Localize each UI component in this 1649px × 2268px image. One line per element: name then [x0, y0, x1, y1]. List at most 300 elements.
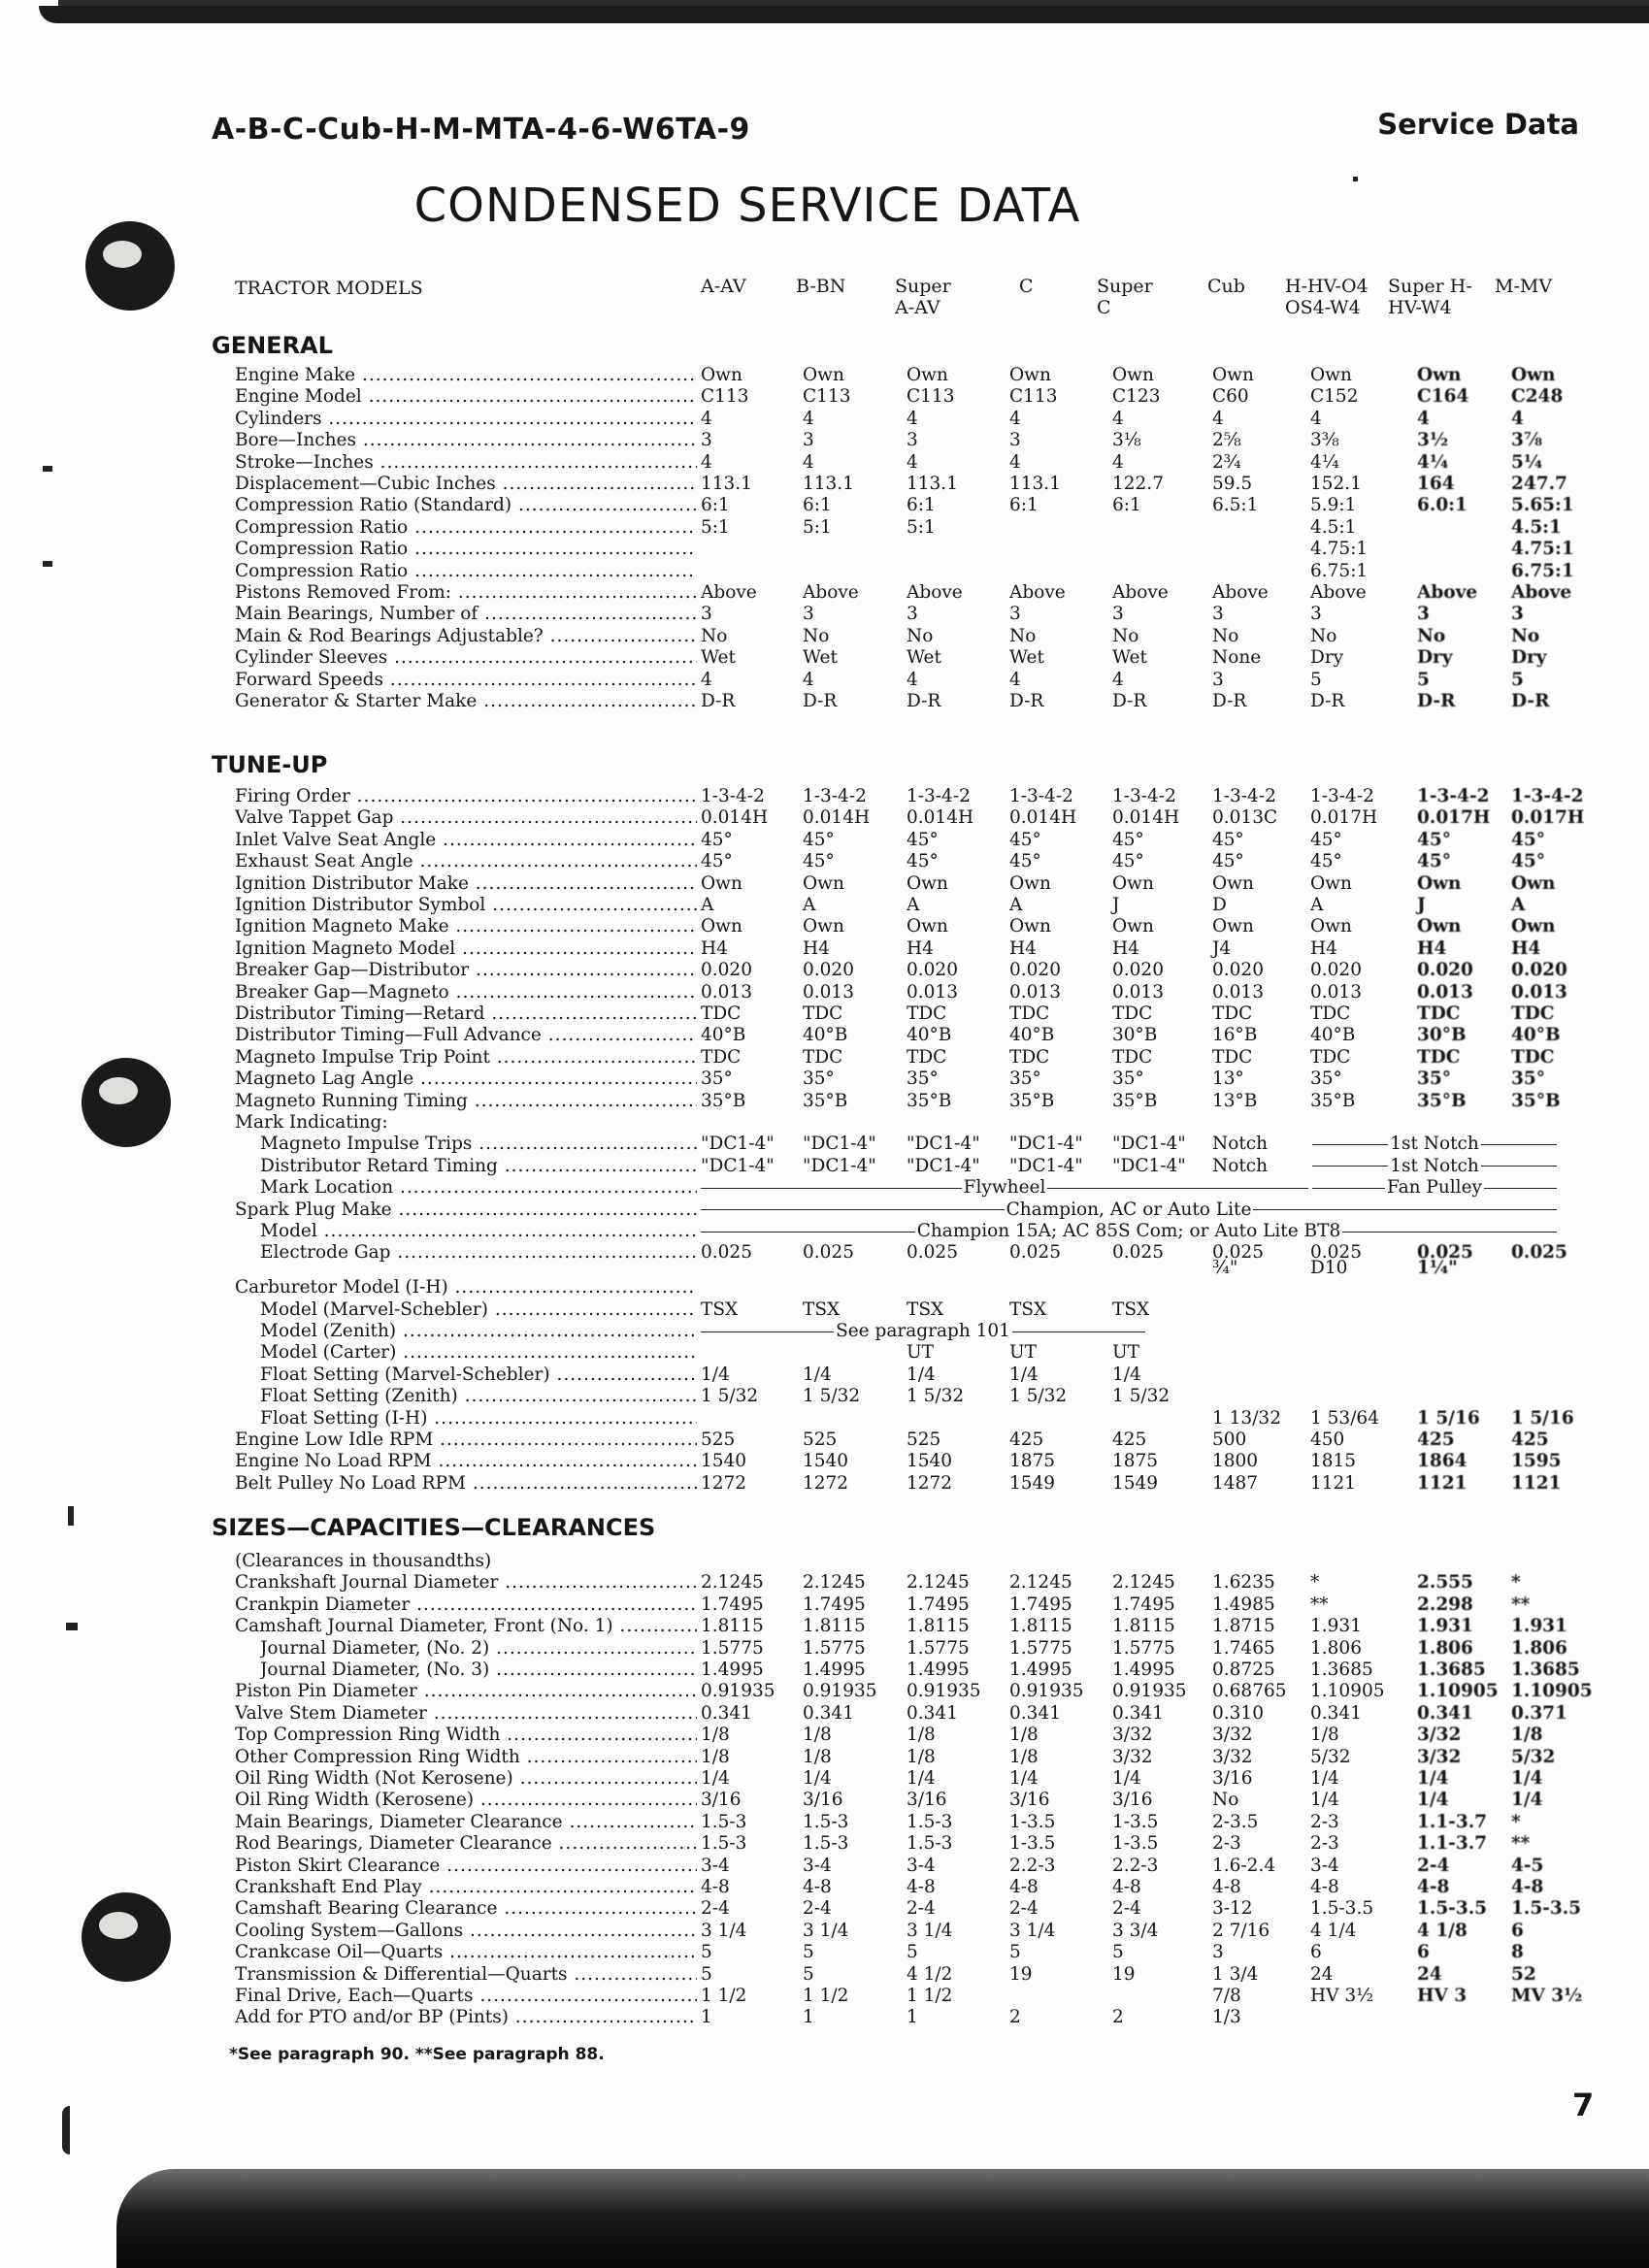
row-value: Own [1009, 872, 1051, 894]
row-value: C113 [803, 386, 851, 408]
row-value: 1.8715 [1212, 1616, 1275, 1637]
row-label: Engine Model ..... [235, 386, 697, 408]
row-value: 1/4 [1511, 1790, 1543, 1811]
row-value: Above [803, 582, 859, 603]
table-row [0, 1156, 1649, 1177]
row-label: Final Drive, Each—Quarts ..... [235, 1986, 697, 2007]
row-value: 35° [1310, 1068, 1342, 1090]
row-label: Engine Low Idle RPM ..... [235, 1430, 697, 1451]
column-header [701, 276, 808, 297]
row-value: 4 [803, 669, 814, 690]
row-value: Own [803, 916, 844, 937]
row-value: 1/4 [1009, 1364, 1039, 1385]
table-row [0, 851, 1649, 872]
row-label: Model (Marvel-Schebler) ..... [260, 1299, 697, 1321]
row-value: No [803, 625, 830, 646]
row-value: 6.75:1 [1511, 560, 1574, 581]
row-value: 5 [803, 1942, 814, 1963]
row-value: 164 [1417, 474, 1455, 494]
row-label: Journal Diameter, (No. 2) ..... [260, 1638, 697, 1660]
row-value: 0.013 [1009, 981, 1061, 1003]
row-value: 2-4 [1009, 1898, 1039, 1920]
row-value: 2.1245 [803, 1572, 866, 1594]
row-value: 1.10905 [1417, 1681, 1499, 1702]
row-value: Own [1212, 916, 1254, 937]
row-value: 1-3-4-2 [1009, 786, 1073, 806]
row-value: 40°B [1511, 1025, 1561, 1046]
table-row [0, 1768, 1649, 1790]
row-value: 1-3-4-2 [1511, 786, 1584, 806]
column-header-top: Super [895, 276, 951, 297]
row-value: 0.025 [1009, 1242, 1061, 1264]
rule-line [1047, 1188, 1308, 1189]
row-label: Piston Pin Diameter ..... [235, 1681, 697, 1702]
row-value: 1/8 [701, 1746, 730, 1767]
row-value: 1 5/32 [1112, 1386, 1171, 1407]
row-value: 6:1 [907, 495, 936, 516]
row-value: 45° [1212, 829, 1244, 850]
table-row [0, 1025, 1649, 1046]
row-value: 5 [701, 1963, 712, 1985]
rule-line [701, 1188, 962, 1189]
row-value: 2.2-3 [1112, 1855, 1159, 1876]
row-value: TDC [1009, 1046, 1050, 1068]
row-value: 4 [1511, 408, 1524, 429]
row-label: Compression Ratio (Standard) ..... [235, 495, 697, 516]
row-value: 1.10905 [1310, 1681, 1385, 1702]
page-title: CONDENSED SERVICE DATA [413, 179, 1081, 233]
row-value: TSX [803, 1298, 841, 1320]
table-row [0, 582, 1649, 604]
row-value: HV 3½ [1310, 1986, 1374, 2006]
row-value: 1.5775 [803, 1637, 866, 1659]
row-value: 3/32 [1417, 1746, 1462, 1767]
row-value: 2.1245 [701, 1572, 764, 1594]
row-value: 1/8 [907, 1746, 936, 1767]
row-value: 0.020 [907, 960, 958, 981]
row-value: 4 1/8 [1417, 1920, 1468, 1941]
row-value: None [1212, 647, 1262, 669]
row-label: Cooling System—Gallons ..... [235, 1921, 697, 1942]
row-value: 0.025 [1212, 1242, 1264, 1264]
table-row [0, 1430, 1649, 1451]
row-value: 6:1 [803, 495, 832, 516]
table-row [0, 1299, 1649, 1321]
row-value: 0.020 [1511, 960, 1567, 981]
spanning-value-text: Champion, AC or Auto Lite [1006, 1199, 1252, 1220]
row-value: 0.020 [803, 960, 854, 981]
row-value: 6:1 [1112, 495, 1141, 516]
row-value: 2 [1112, 2007, 1124, 2028]
row-value: HV 3 [1417, 1986, 1468, 2006]
row-value: 3 [1212, 604, 1224, 625]
row-value: 3⅜ [1310, 430, 1339, 451]
table-row [0, 1473, 1649, 1495]
row-value: 1.3685 [1511, 1660, 1580, 1680]
row-value: 425 [1112, 1430, 1147, 1451]
footnote: *See paragraph 90. **See paragraph 88. [229, 2045, 605, 2064]
column-header-model: OS4-W4 [1285, 297, 1361, 318]
section-sizes: SIZES—CAPACITIES—CLEARANCES [212, 1514, 656, 1541]
row-value: 1-3-4-2 [1112, 786, 1176, 806]
row-value: TDC [1009, 1003, 1050, 1024]
row-value: 0.020 [1417, 960, 1473, 981]
row-value: 1 3/4 [1212, 1963, 1259, 1985]
row-value: 45° [701, 829, 733, 850]
row-value: 113.1 [701, 474, 752, 494]
row-label: Main & Rod Bearings Adjustable? ..... [235, 626, 697, 647]
row-value: 1/3 [1212, 2007, 1241, 2028]
row-value: 3 1/4 [701, 1920, 747, 1941]
row-value: 0.91935 [803, 1681, 877, 1702]
table-row [0, 474, 1649, 495]
row-label: Engine No Load RPM ..... [235, 1451, 697, 1472]
row-value: 4 [803, 451, 814, 473]
row-label: Cylinder Sleeves ..... [235, 647, 697, 669]
row-value: 4 [1112, 408, 1124, 429]
row-value: 1/8 [1009, 1746, 1039, 1767]
row-value: 2.1245 [907, 1572, 970, 1594]
row-value: Own [1112, 872, 1154, 894]
row-value: Own [701, 365, 742, 385]
row-value: TDC [1417, 1003, 1461, 1024]
row-label: Magneto Impulse Trips ..... [260, 1134, 697, 1155]
row-value: 35° [1009, 1068, 1041, 1090]
row-value: 4 [1009, 669, 1021, 690]
row-value: 52 [1511, 1963, 1536, 1985]
row-value: 247.7 [1511, 474, 1567, 494]
row-value: 4-5 [1511, 1855, 1544, 1876]
row-value: 45° [907, 829, 939, 850]
row-value: 2⅝ [1212, 430, 1241, 451]
rule-line [1342, 1232, 1557, 1233]
table-row [0, 807, 1649, 829]
row-value: ** [1511, 1594, 1531, 1615]
row-value: 45° [1009, 829, 1041, 850]
row-value: D-R [1212, 691, 1247, 711]
row-value: 1.7495 [907, 1594, 970, 1615]
row-value: TDC [803, 1003, 843, 1024]
row-value: TDC [1212, 1046, 1253, 1068]
row-value: 0.025 [1417, 1242, 1473, 1264]
table-row [0, 1277, 1649, 1298]
row-value: 2 [1009, 2007, 1021, 2028]
table-row [0, 1091, 1649, 1112]
row-value: D [1212, 895, 1227, 915]
row-value: A [701, 895, 714, 915]
row-value: A [1310, 895, 1324, 915]
row-value: 4 1/2 [907, 1963, 953, 1985]
row-value: 1/8 [701, 1725, 730, 1746]
row-value: 0.013 [1417, 981, 1473, 1003]
row-value: 0.341 [907, 1702, 958, 1724]
table-row [0, 1681, 1649, 1702]
row-value: 0.341 [1112, 1702, 1164, 1724]
row-value: MV 3½ [1511, 1986, 1583, 2006]
row-value: 5:1 [803, 516, 832, 538]
row-label: Belt Pulley No Load RPM ..... [235, 1473, 697, 1495]
row-value: Above [1310, 582, 1367, 603]
table-row [0, 670, 1649, 691]
row-value: C60 [1212, 386, 1249, 408]
row-value: 3 [1212, 1942, 1224, 1963]
row-value: 1 1/2 [907, 1986, 953, 2006]
table-row [0, 495, 1649, 516]
row-label: Magneto Running Timing ..... [235, 1091, 697, 1112]
row-value: Own [1511, 916, 1556, 937]
table-row [0, 895, 1649, 916]
rule-line [1481, 1166, 1557, 1167]
row-value: 1 5/32 [803, 1386, 861, 1407]
row-label: Mark Location ..... [260, 1177, 697, 1199]
row-value: 5:1 [907, 516, 936, 538]
row-value: Own [803, 365, 844, 385]
row-value: 5 [1112, 1942, 1124, 1963]
table-row [0, 365, 1649, 386]
row-value: 1/4 [1417, 1790, 1449, 1811]
row-value: 5 [1511, 669, 1524, 690]
row-label: Carburetor Model (I-H) ..... [235, 1277, 697, 1298]
rule-line [1312, 1166, 1388, 1167]
row-value: D-R [1009, 691, 1044, 711]
rule-line [701, 1232, 915, 1233]
table-row [0, 647, 1649, 669]
row-value: 0.017H [1310, 807, 1378, 829]
row-value: 2-3 [1310, 1811, 1339, 1832]
row-value: 5/32 [1511, 1746, 1556, 1767]
column-header [796, 276, 903, 297]
row-label: Spark Plug Make ..... [235, 1200, 697, 1221]
row-value: Own [701, 916, 742, 937]
row-value: 45° [1511, 851, 1545, 872]
row-value: 35°B [907, 1090, 952, 1111]
row-value: 3 [1009, 430, 1021, 451]
column-header [1388, 276, 1495, 318]
row-value: 1-3.5 [1112, 1833, 1159, 1855]
row-value: * [1310, 1572, 1320, 1594]
column-header-model: M-MV [1495, 276, 1553, 297]
row-value: 1-3-4-2 [1310, 786, 1374, 806]
spanning-value [701, 1177, 1308, 1199]
row-value: 6 [1417, 1942, 1430, 1963]
row-value: D-R [907, 691, 941, 711]
row-label: Distributor Timing—Retard ..... [235, 1003, 697, 1025]
row-value: 24 [1417, 1963, 1442, 1985]
row-value: 1121 [1417, 1472, 1468, 1494]
row-label: Model (Carter) ..... [260, 1342, 697, 1364]
column-header [1285, 276, 1392, 318]
row-value: 1-3-4-2 [803, 786, 867, 806]
row-value: 0.013 [1112, 981, 1164, 1003]
rule-line [701, 1331, 834, 1332]
column-header [895, 276, 1002, 318]
row-value: TSX [701, 1298, 739, 1320]
row-value: TDC [1112, 1003, 1153, 1024]
row-value: 45° [907, 851, 939, 872]
row-value: TDC [701, 1046, 742, 1068]
row-value: C113 [701, 386, 749, 408]
row-value: 3⅛ [1112, 430, 1141, 451]
row-label: Forward Speeds ..... [235, 670, 697, 691]
row-value: 1-3-4-2 [1212, 786, 1276, 806]
row-value: 1540 [907, 1451, 953, 1472]
column-header-top: H-HV-O4 [1285, 276, 1369, 297]
row-value: H4 [1511, 937, 1541, 959]
row-value: "DC1-4" [1009, 1134, 1083, 1155]
row-value: 2.2-3 [1009, 1855, 1056, 1876]
row-value: UT [907, 1342, 934, 1364]
row-label: Valve Stem Diameter ..... [235, 1703, 697, 1725]
row-label: Compression Ratio ..... [235, 539, 697, 560]
row-value: 1.1-3.7 [1417, 1833, 1488, 1855]
row-value: 35°B [701, 1090, 746, 1111]
row-value: Own [907, 916, 948, 937]
row-value: 1.5775 [1009, 1637, 1072, 1659]
row-value: 1/8 [1009, 1725, 1039, 1746]
row-value: 5 [1310, 669, 1322, 690]
row-label: Model (Zenith) ..... [260, 1321, 697, 1342]
row-value: H4 [907, 937, 934, 959]
spanning-value-text: Flywheel [963, 1177, 1046, 1199]
row-label: Crankpin Diameter ..... [235, 1594, 697, 1616]
row-value: 1/8 [907, 1725, 936, 1746]
table-row [0, 1964, 1649, 1986]
row-value: A [907, 895, 920, 915]
row-value: C113 [1009, 386, 1058, 408]
row-value: 1.4995 [1112, 1660, 1175, 1680]
rule-line [1484, 1188, 1557, 1189]
row-label: Float Setting (Marvel-Schebler) ..... [260, 1364, 697, 1386]
table-row [0, 1177, 1649, 1199]
table-row [0, 1986, 1649, 2007]
row-value: Own [1310, 872, 1352, 894]
row-value: 4 [701, 451, 712, 473]
spanning-value-text: 1st Notch [1390, 1134, 1479, 1155]
row-value: 2-4 [907, 1898, 936, 1920]
row-value: 6 [1310, 1942, 1322, 1963]
row-value: 2.1245 [1112, 1572, 1175, 1594]
row-value: "DC1-4" [1112, 1134, 1186, 1155]
row-value: Own [1417, 365, 1462, 385]
row-value: 3 1/4 [907, 1920, 953, 1941]
row-value: 1/4 [803, 1364, 832, 1385]
row-value: 45° [803, 851, 835, 872]
row-value: Own [1112, 365, 1154, 385]
table-row [0, 916, 1649, 937]
row-value: 0.013 [1310, 981, 1362, 1003]
table-row [0, 1258, 1649, 1279]
row-value: 1.5-3 [803, 1833, 849, 1855]
row-value: 1/4 [803, 1768, 832, 1789]
row-value: 3 [907, 430, 918, 451]
row-label: Cylinders ..... [235, 409, 697, 430]
row-value: 35°B [1009, 1090, 1055, 1111]
column-header-model: Cub [1207, 276, 1245, 297]
row-value: 6.75:1 [1310, 560, 1369, 581]
table-row [0, 1660, 1649, 1681]
row-value: TDC [803, 1046, 843, 1068]
row-value: 4.75:1 [1310, 539, 1369, 560]
row-value: 1.1-3.7 [1417, 1811, 1488, 1832]
row-value: 1121 [1310, 1472, 1357, 1494]
row-value: Above [1417, 582, 1478, 603]
row-value: TDC [1511, 1046, 1555, 1068]
row-value: 4.75:1 [1511, 539, 1574, 560]
row-value: 3-4 [701, 1855, 730, 1876]
row-value: 30°B [1417, 1025, 1467, 1046]
row-value: 35° [701, 1068, 733, 1090]
spanning-value [701, 1200, 1557, 1221]
row-value: 1 5/16 [1511, 1407, 1574, 1429]
row-label: Exhaust Seat Angle ..... [235, 851, 697, 872]
table-row [0, 1856, 1649, 1877]
row-value: 5 [1009, 1942, 1021, 1963]
row-value: 0.014H [1009, 807, 1077, 829]
row-value: 3/16 [803, 1790, 843, 1811]
row-value: 1.7495 [1009, 1594, 1072, 1615]
row-value: 1 5/32 [907, 1386, 965, 1407]
row-value: 2-4 [803, 1898, 832, 1920]
row-value: C248 [1511, 386, 1564, 408]
row-value: 3 [1417, 604, 1430, 625]
row-value: C152 [1310, 386, 1359, 408]
row-label: Engine Make ..... [235, 365, 697, 386]
row-value: 2-4 [701, 1898, 730, 1920]
row-value: 45° [1417, 829, 1451, 850]
row-value: 0.371 [1511, 1702, 1567, 1724]
table-row [0, 626, 1649, 647]
row-value: TDC [1112, 1046, 1153, 1068]
row-value: 0.013 [1212, 981, 1264, 1003]
row-value: 0.025 [1112, 1242, 1164, 1264]
row-label: Transmission & Differential—Quarts ..... [235, 1964, 697, 1986]
row-value: 59.5 [1212, 474, 1253, 494]
row-value: ** [1511, 1833, 1531, 1855]
row-value: 4-8 [1511, 1877, 1544, 1897]
row-value: 35°B [1112, 1090, 1158, 1111]
row-label: Inlet Valve Seat Angle ..... [235, 830, 697, 851]
column-header-model: A-AV [895, 297, 940, 318]
row-value: 1/8 [1310, 1725, 1339, 1746]
row-value: "DC1-4" [1009, 1155, 1083, 1176]
row-value: 4 [1112, 669, 1124, 690]
table-row [0, 1321, 1649, 1342]
row-value: 6.5:1 [1212, 495, 1259, 516]
row-value: 1.8115 [701, 1616, 764, 1637]
row-value: 1.7465 [1212, 1637, 1275, 1659]
row-value: C123 [1112, 386, 1161, 408]
rule-line [1312, 1188, 1385, 1189]
row-value: A [1511, 895, 1526, 915]
spanning-value-text: 1st Notch [1390, 1155, 1479, 1176]
row-value: 3 [803, 604, 814, 625]
row-value: H4 [701, 937, 728, 959]
row-value: TDC [1310, 1046, 1351, 1068]
row-label: Add for PTO and/or BP (Pints) ..... [235, 2007, 697, 2028]
row-value: 2.298 [1417, 1594, 1473, 1615]
row-value: 3/32 [1112, 1725, 1153, 1746]
row-value: 0.91935 [907, 1681, 981, 1702]
row-value: 1.4995 [803, 1660, 866, 1680]
row-value: 5:1 [701, 516, 730, 538]
row-value: 1/4 [1310, 1768, 1339, 1789]
row-value: 6 [1511, 1920, 1524, 1941]
row-value: 1.8115 [1112, 1616, 1175, 1637]
row-value: 1.7495 [803, 1594, 866, 1615]
row-value: No [1009, 625, 1037, 646]
row-value: 4 [1417, 408, 1430, 429]
row-value: 3 [1009, 604, 1021, 625]
